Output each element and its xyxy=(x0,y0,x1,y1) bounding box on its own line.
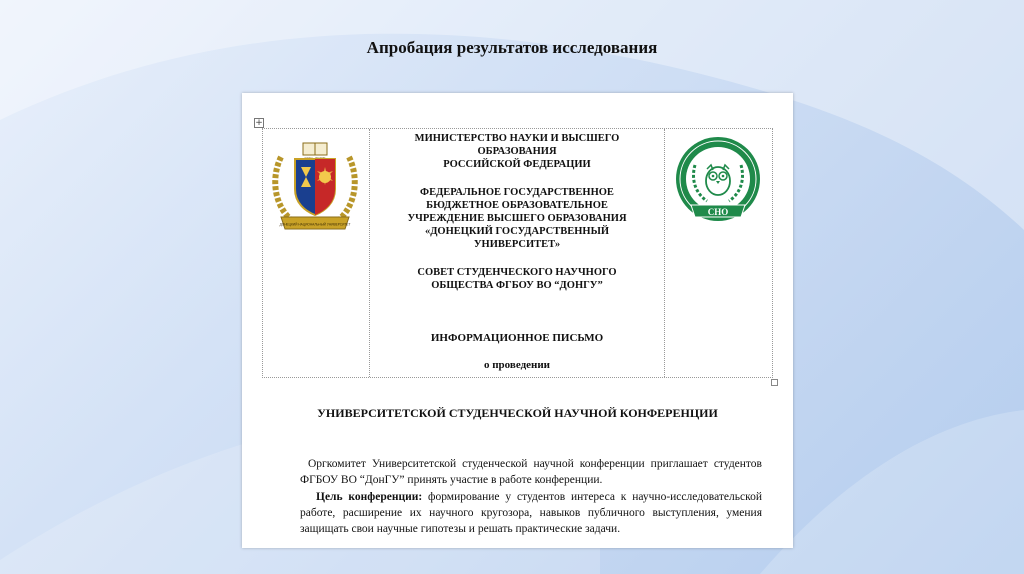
council-line: СОВЕТ СТУДЕНЧЕСКОГО НАУЧНОГО xyxy=(417,267,617,278)
letterhead-table xyxy=(262,128,773,378)
letter-body xyxy=(300,456,762,537)
institution-line: БЮДЖЕТНОЕ ОБРАЗОВАТЕЛЬНОЕ xyxy=(426,200,608,211)
goal-label: Цель конференции: xyxy=(316,490,423,503)
table-move-handle[interactable]: + xyxy=(255,118,263,128)
ministry-line: РОССИЙСКОЙ ФЕДЕРАЦИИ xyxy=(443,159,591,170)
body-paragraph-goal xyxy=(300,489,762,538)
council-line: ОБЩЕСТВА ФГБОУ ВО “ДОНГУ” xyxy=(431,280,603,291)
letterhead-cell-right xyxy=(665,129,772,377)
university-crest-icon xyxy=(267,137,363,237)
conference-title: УНИВЕРСИТЕТСКОЙ СТУДЕНЧЕСКОЙ НАУЧНОЙ КОНФЕРЕНЦИИ xyxy=(317,406,718,420)
letterhead-cell-center xyxy=(370,129,665,377)
student-society-seal-icon xyxy=(671,135,765,229)
slide-title: Апробация результатов исследования xyxy=(366,38,658,57)
ministry-line: МИНИСТЕРСТВО НАУКИ И ВЫСШЕГО xyxy=(414,133,620,144)
table-resize-handle[interactable] xyxy=(771,379,778,386)
institution-line: «ДОНЕЦКИЙ ГОСУДАРСТВЕННЫЙ xyxy=(424,226,610,237)
goal-text: формирование у студентов интереса к научно-исследовательской работе, расширение их научного кругозора, навыков публичного выступления, умения защищать свои научные гипотезы и решать практические задачи. xyxy=(300,490,763,536)
institution-line: УНИВЕРСИТЕТ» xyxy=(473,239,561,250)
letterhead-cell-left xyxy=(263,129,370,377)
institution-line: ФЕДЕРАЛЬНОЕ ГОСУДАРСТВЕННОЕ xyxy=(420,187,614,198)
institution-heading xyxy=(370,186,664,251)
ministry-line: ОБРАЗОВАНИЯ xyxy=(477,146,557,157)
letter-title: ИНФОРМАЦИОННОЕ ПИСЬМО xyxy=(430,332,604,344)
seal-ribbon-text: СНО xyxy=(707,207,729,217)
letter-subtitle: о проведении xyxy=(483,359,551,371)
ministry-heading xyxy=(370,132,664,171)
crest-ribbon-text: ДОНЕЦКИЙ НАЦИОНАЛЬНЫЙ УНИВЕРСИТЕТ xyxy=(279,222,351,227)
institution-line: УЧРЕЖДЕНИЕ ВЫСШЕГО ОБРАЗОВАНИЯ xyxy=(407,213,627,224)
body-paragraph-invitation: Оргкомитет Университетской студенческой научной конференции приглашает студентов ФГБОУ ВО “ДонГУ” принять участие в работе конференции. xyxy=(300,458,762,487)
council-heading xyxy=(370,266,664,292)
